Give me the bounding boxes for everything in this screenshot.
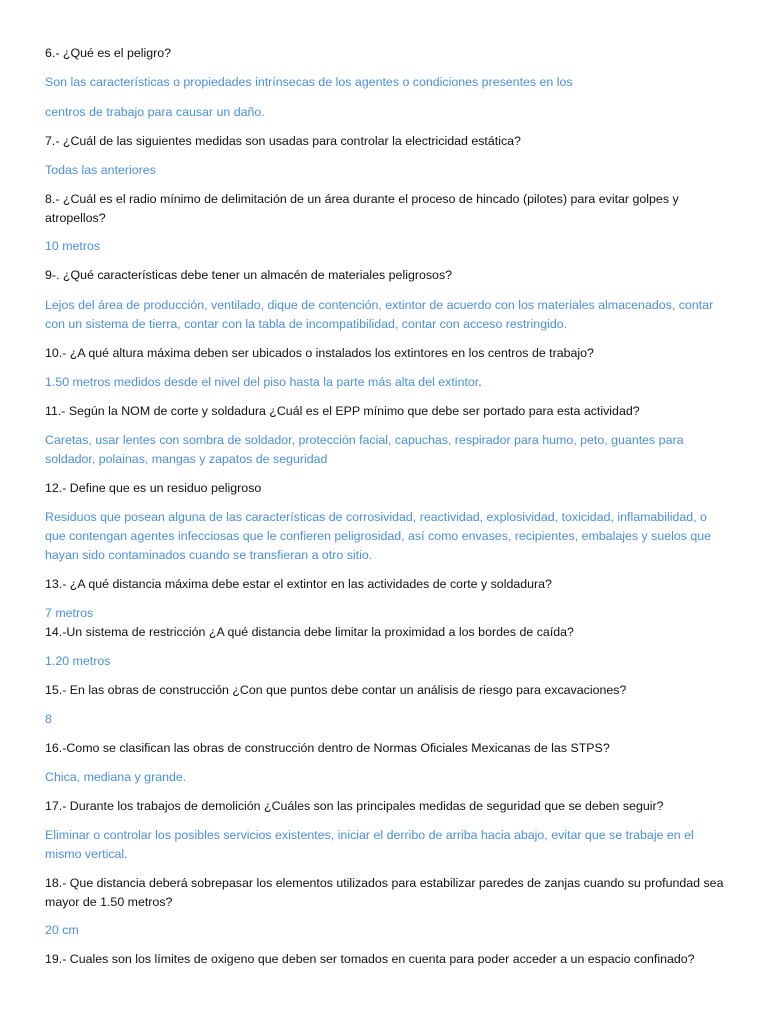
- answer-13: 7 metros: [45, 606, 94, 620]
- question-18: 18.- Que distancia deberá sobrepasar los elementos utilizados para estabilizar paredes de zanjas cuando su profundad sea mayor de 1.50 metros?: [45, 876, 724, 909]
- answer-14: 1.20 metros: [45, 654, 111, 668]
- answer-6-line-2: centros de trabajo para causar un daño.: [45, 105, 265, 119]
- question-14: 14.-Un sistema de restricción ¿A qué distancia debe limitar la proximidad a los bordes de caída?: [45, 625, 574, 639]
- question-10: 10.- ¿A qué altura máxima deben ser ubicados o instalados los extintores en los centros de trabajo?: [45, 346, 594, 360]
- question-11: 11.- Según la NOM de corte y soldadura ¿Cuál es el EPP mínimo que debe ser portado para esta actividad?: [45, 404, 640, 418]
- answer-17: Eliminar o controlar los posibles servicios existentes, iniciar el derribo de arriba hacia abajo, evitar que se trabaje en el mismo vertical.: [45, 828, 694, 861]
- answer-16: Chica, mediana y grande.: [45, 770, 187, 784]
- question-19: 19.- Cuales son los límites de oxigeno que deben ser tomados en cuenta para poder acceder a un espacio confinado?: [45, 952, 695, 966]
- answer-7: Todas las anteriores: [45, 163, 156, 177]
- answer-9: Lejos del área de producción, ventilado, dique de contención, extintor de acuerdo con los materiales almacenados, contar con un sistema de tierra, contar con la tabla de incompatibilidad, contar con acceso restringido.: [45, 298, 714, 331]
- answer-10: [45, 373, 725, 392]
- question-17: 17.- Durante los trabajos de demolición ¿Cuáles son las principales medidas de seguridad que se deben seguir?: [45, 799, 664, 813]
- question-8: 8.- ¿Cuál es el radio mínimo de delimitación de un área durante el proceso de hincado (pilotes) para evitar golpes y atropellos?: [45, 192, 679, 225]
- question-6: 6.- ¿Qué es el peligro?: [45, 46, 172, 60]
- answer-12: Residuos que posean alguna de las características de corrosividad, reactividad, explosividad, toxicidad, inflamabilidad, o que contengan agentes infecciosas que le confieren peligrosidad, así como envases, recipientes, embalajes y suelos que hayan sido contaminados cuando se transfieran a otro sitio.: [45, 510, 712, 562]
- answer-8: 10 metros: [45, 239, 101, 253]
- question-7: 7.- ¿Cuál de las siguientes medidas son usadas para controlar la electricidad estática?: [45, 134, 521, 148]
- question-16: 16.-Como se clasifican las obras de construcción dentro de Normas Oficiales Mexicanas de las STPS?: [45, 741, 610, 755]
- question-12: 12.- Define que es un residuo peligroso: [45, 481, 262, 495]
- answer-11: Caretas, usar lentes con sombra de soldador, protección facial, capuchas, respirador para humo, peto, guantes para soldador, polainas, mangas y zapatos de seguridad: [45, 433, 684, 466]
- answer-18: 20 cm: [45, 923, 79, 937]
- answer-6-line-1: Son las características o propiedades intrínsecas de los agentes o condiciones presentes en los: [45, 75, 573, 89]
- question-15: 15.- En las obras de construcción ¿Con que puntos debe contar un análisis de riesgo para excavaciones?: [45, 683, 627, 697]
- question-9: 9-. ¿Qué características debe tener un almacén de materiales peligrosos?: [45, 268, 453, 282]
- answer-10-text: 1.50 metros medidos desde el nivel del piso hasta la parte más alta del extintor: [45, 375, 479, 389]
- answer-15: 8: [45, 712, 52, 726]
- question-13: 13.- ¿A qué distancia máxima debe estar el extintor en las actividades de corte y soldadura?: [45, 577, 552, 591]
- answer-10-period: .: [478, 375, 482, 389]
